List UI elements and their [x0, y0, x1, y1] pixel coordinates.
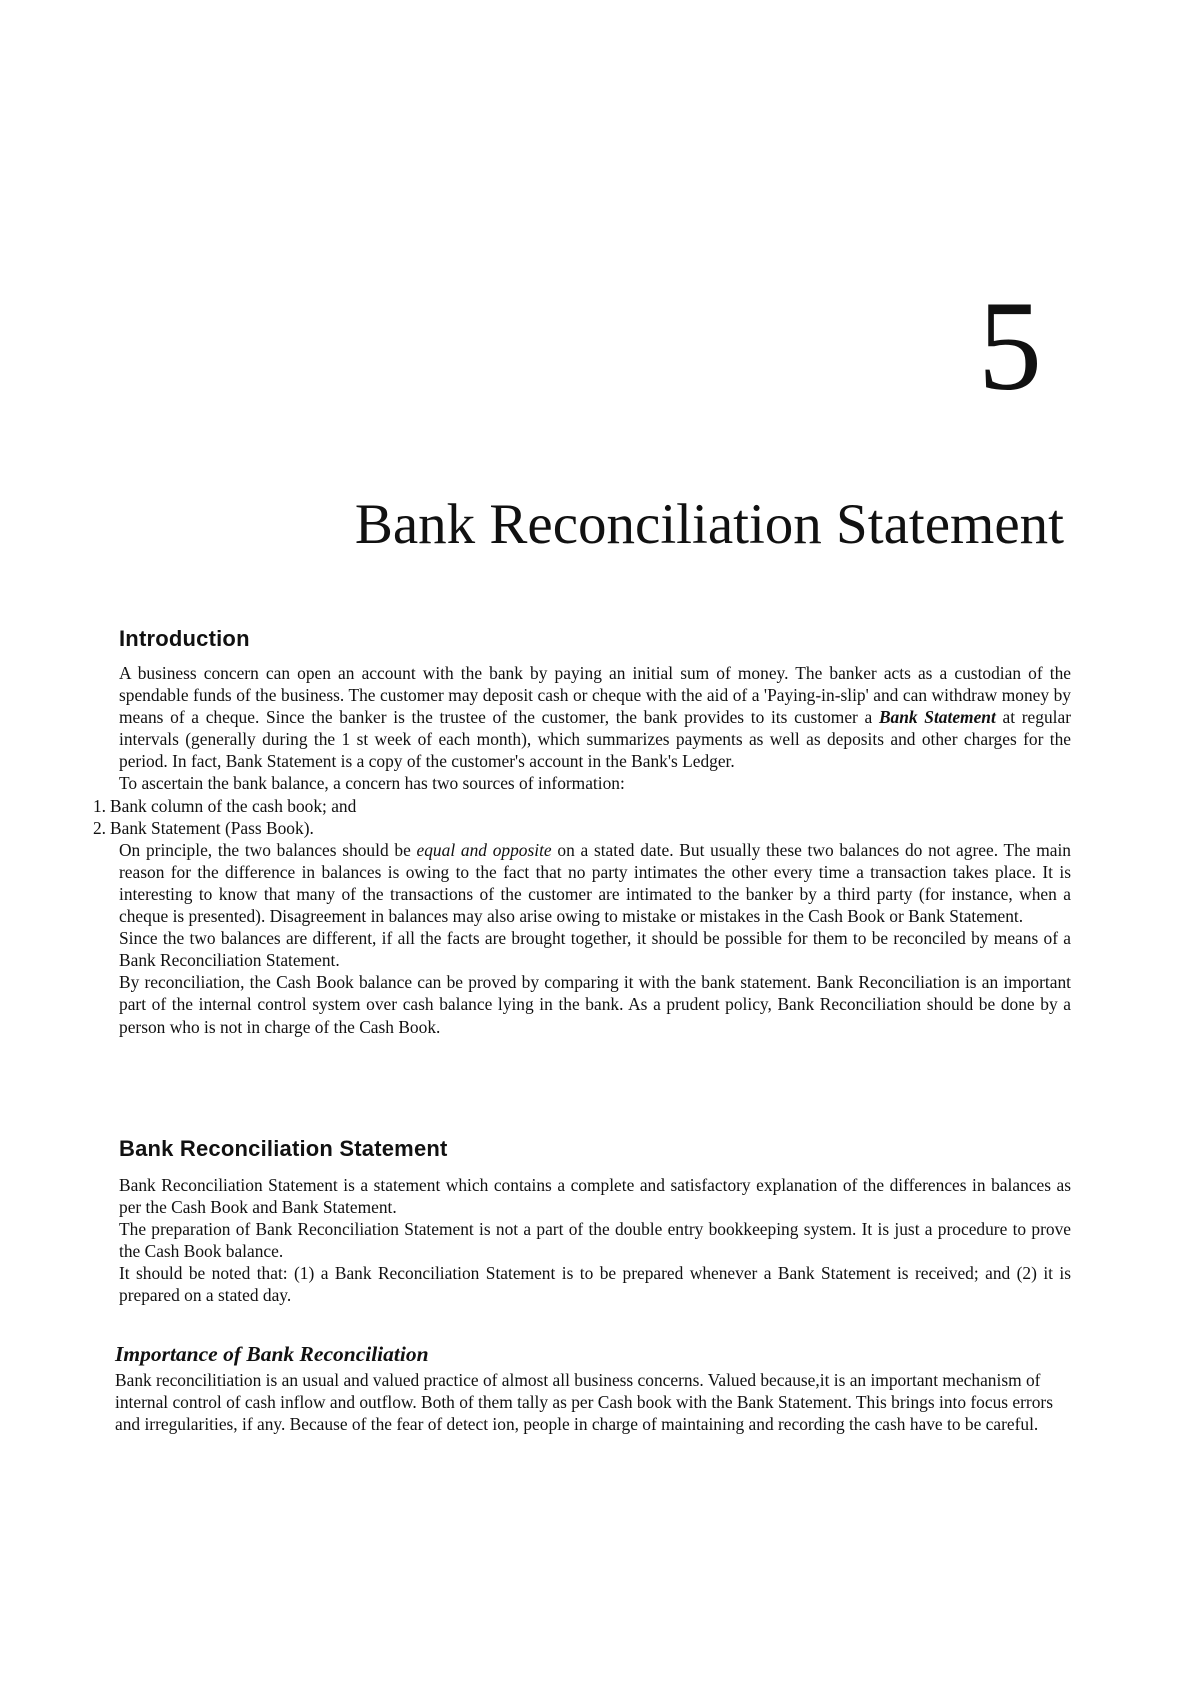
list-item: [82, 795, 1034, 817]
introduction-paragraph-1: [119, 662, 1071, 772]
equal-and-opposite-term: equal and opposite: [416, 839, 552, 860]
bank-reconciliation-statement-body: [119, 1174, 1071, 1307]
importance-heading: Importance of Bank Reconciliation: [115, 1342, 429, 1366]
list-text: Bank column of the cash book; and: [110, 795, 357, 816]
introduction-paragraph-5: By reconciliation, the Cash Book balance can be proved by comparing it with the bank statement. Bank Reconciliation is an important part of the internal control system over cash balance lying in the bank. As a prudent policy, Bank Reconciliation should be done by a person who is not in charge of the Cash Book.: [119, 972, 1071, 1037]
chapter-number: 5: [978, 275, 1042, 417]
sources-of-information-list: [82, 795, 1034, 839]
brs-paragraph-2: The preparation of Bank Reconciliation Statement is not a part of the double entry bookkeeping system. It is just a procedure to prove the Cash Book balance.: [119, 1219, 1071, 1262]
importance-paragraph: Bank reconcilitiation is an usual and valued practice of almost all business concerns. Valued because,it is an important mechanism of internal control of cash inflow and outflow. Both of them tally as per Cash book with the Bank Statement. This brings into focus errors and irregularities, if any. Because of the fear of detect ion, people in charge of maintaining and recording the cash have to be careful.: [115, 1370, 1053, 1435]
introduction-paragraph-2: To ascertain the bank balance, a concern has two sources of information:: [119, 773, 625, 794]
brs-paragraph-1: Bank Reconciliation Statement is a statement which contains a complete and satisfactory explanation of the differences in balances as per the Cash Book and Bank Statement.: [119, 1175, 1071, 1218]
introduction-paragraph-1-start: A business concern can open an account with the bank by paying an initial sum of money. The banker acts as a custodian of the spendable funds of the business. The customer may deposit cash or cheque with the aid of a 'Paying-in-slip' and can withdraw money by means of a cheque. Since the banker is the trustee of the customer, the bank provides to its customer a: [119, 663, 1071, 728]
brs-paragraph-3: It should be noted that: (1) a Bank Reconciliation Statement is to be prepared whenever a Bank Statement is received; and (2) it is prepared on a stated day.: [119, 1263, 1071, 1306]
list-text: Bank Statement (Pass Book).: [110, 817, 314, 838]
list-number: 2.: [92, 817, 106, 838]
introduction-paragraph-3-end: on a stated date. But usually these two balances do not agree. The main reason for the difference in balances is owing to the fact that no party intimates the other every time a transaction takes place. It is interesting to know that many of the transactions of the customer are intimated to the banker by a third party (for instance, when a cheque is presented). Disagreement in balances may also arise owing to mistake or mistakes in the Cash Book or Bank Statement.: [119, 839, 1071, 927]
chapter-title: Bank Reconciliation Statement: [354, 493, 1064, 556]
list-item: [82, 817, 1034, 839]
introduction-paragraph-1-end: at regular intervals (generally during the 1 st week of each month), which summarizes payments as well as deposits and other charges for the period. In fact, Bank Statement is a copy of the customer's account in the Bank's Ledger.: [119, 707, 1071, 772]
introduction-body: [92, 662, 1071, 1038]
bank-statement-term: Bank Statement: [878, 707, 996, 728]
introduction-paragraph-4: Since the two balances are different, if all the facts are brought together, it should be possible for them to be reconciled by means of a Bank Reconciliation Statement.: [119, 928, 1071, 971]
list-number: 1.: [92, 795, 106, 816]
introduction-paragraph-3: [119, 839, 1071, 927]
introduction-paragraph-3-start: On principle, the two balances should be: [119, 839, 417, 860]
bank-reconciliation-statement-heading: Bank Reconciliation Statement: [119, 1136, 448, 1161]
introduction-heading: Introduction: [119, 626, 250, 651]
